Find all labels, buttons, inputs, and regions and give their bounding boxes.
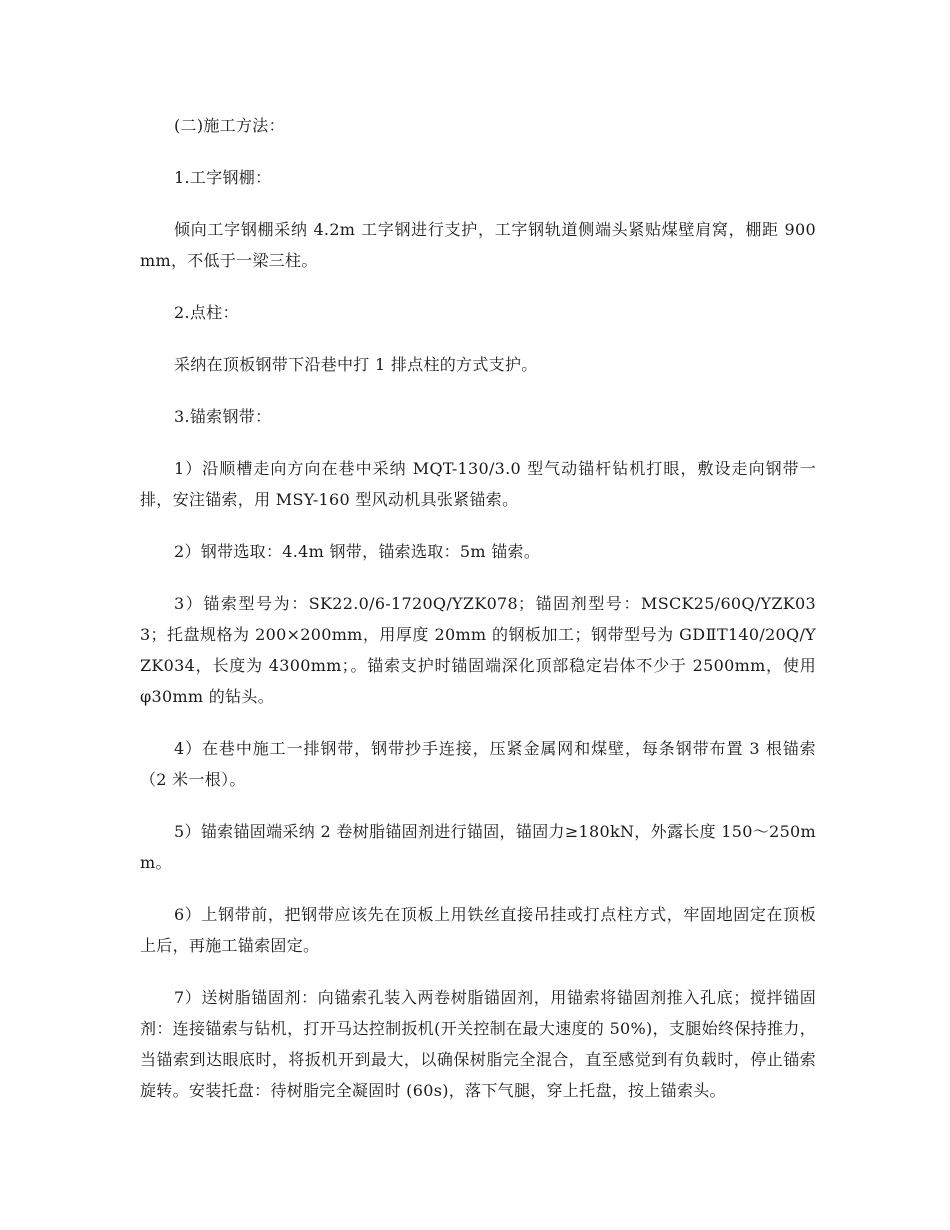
document-body bbox=[140, 110, 816, 1127]
subheading-point-pillar: 2.点柱： bbox=[174, 303, 239, 322]
list-item-6: 6）上钢带前，把钢带应该先在顶板上用铁丝直接吊挂或打点柱方式，牢固地固定在顶板上后，再施工锚索固定。 bbox=[140, 905, 816, 955]
subheading-anchor-cable-steel-belt: 3.锚索钢带： bbox=[174, 407, 272, 426]
list-item-7: 7）送树脂锚固剂：向锚索孔装入两卷树脂锚固剂，用锚索将锚固剂推入孔底；搅拌锚固剂：连接锚索与钻机，打开马达控制扳机(开关控制在最大速度的 50%)，支腿始终保持推力，当锚索到达眼底时，将扳机开到最大，以确保树脂完全混合，直至感觉到有负载时，停止锚索旋转。安装托盘：待树脂完全凝固时 (60s)，落下气腿，穿上托盘，按上锚索头。 bbox=[140, 988, 816, 1100]
list-item-4: 4）在巷中施工一排钢带，钢带抄手连接，压紧金属网和煤壁，每条钢带布置 3 根锚索（2 米一根）。 bbox=[140, 739, 816, 789]
list-item-3: 3）锚索型号为：SK22.0/6-1720Q/YZK078；锚固剂型号：MSCK25/60Q/YZK033；托盘规格为 200×200mm，用厚度 20mm 的钢板加工；钢带型号为 GDⅡT140/20Q/YZK034，长度为 4300mm；。锚索支护时锚固端深化顶部稳定岩体不少于 2500mm，使用 φ30mm 的钻头。 bbox=[140, 594, 816, 706]
list-item-5: 5）锚索锚固端采纳 2 卷树脂锚固剂进行锚固，锚固力≥180kN，外露长度 150～250mm。 bbox=[140, 822, 816, 872]
list-item-1: 1）沿顺槽走向方向在巷中采纳 MQT-130/3.0 型气动锚杆钻机打眼，敷设走向钢带一排，安注锚索，用 MSY-160 型风动机具张紧锚索。 bbox=[140, 459, 816, 509]
list-item-2: 2）钢带选取：4.4m 钢带，锚索选取：5m 锚索。 bbox=[174, 542, 541, 561]
section-heading-construction-method: (二)施工方法： bbox=[174, 116, 285, 135]
paragraph-i-beam-shed: 倾向工字钢棚采纳 4.2m 工字钢进行支护，工字钢轨道侧端头紧贴煤壁肩窝，棚距 900mm，不低于一梁三柱。 bbox=[140, 220, 816, 270]
subheading-i-beam-shed: 1.工字钢棚： bbox=[174, 168, 272, 187]
paragraph-point-pillar: 采纳在顶板钢带下沿巷中打 1 排点柱的方式支护。 bbox=[174, 355, 538, 374]
